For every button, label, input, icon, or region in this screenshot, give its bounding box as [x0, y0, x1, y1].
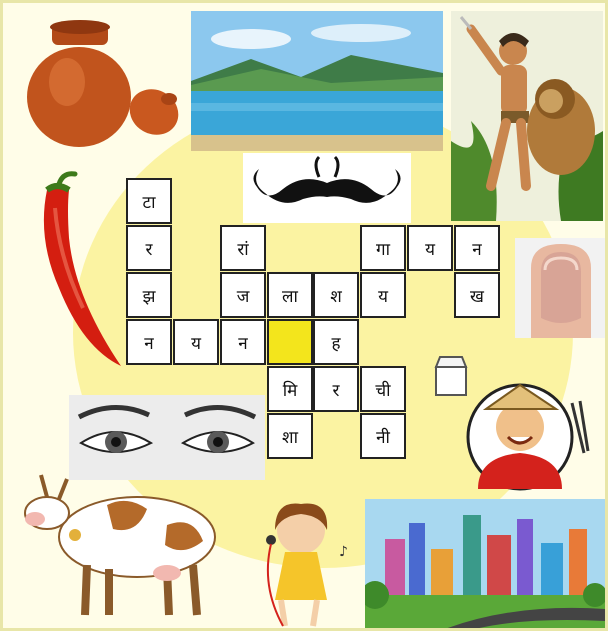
- grid-cell-r5c5[interactable]: र: [313, 366, 359, 412]
- grid-cell-r2c1[interactable]: र: [126, 225, 172, 271]
- grid-cell-r4c3[interactable]: न: [220, 319, 266, 365]
- city-icon: [365, 499, 605, 629]
- chili-icon: [23, 168, 128, 373]
- grid-cell-r3c5[interactable]: श: [313, 272, 359, 318]
- noodle-man-icon: [428, 353, 596, 493]
- grid-cell-r3c1[interactable]: झ: [126, 272, 172, 318]
- svg-text:♪: ♪: [339, 544, 348, 560]
- singing-girl-icon: [247, 496, 359, 631]
- cow-icon: [17, 465, 227, 625]
- grid-cell-r5c6[interactable]: ची: [360, 366, 406, 412]
- grid-cell-r4c2[interactable]: य: [173, 319, 219, 365]
- thumbnail-icon: [515, 238, 607, 338]
- grid-cell-r3c4[interactable]: ला: [267, 272, 313, 318]
- grid-cell-r1c1[interactable]: टा: [126, 178, 172, 224]
- grid-cell-r4c1[interactable]: न: [126, 319, 172, 365]
- grid-cell-r2c6[interactable]: गा: [360, 225, 406, 271]
- grid-cell-r3c6[interactable]: य: [360, 272, 406, 318]
- tarzan-icon: [451, 11, 603, 221]
- grid-cell-r6c4[interactable]: शा: [267, 413, 313, 459]
- grid-cell-r3c8[interactable]: ख: [454, 272, 500, 318]
- grid-cell-r2c7[interactable]: य: [407, 225, 453, 271]
- grid-cell-r4c5[interactable]: ह: [313, 319, 359, 365]
- lake-icon: [191, 11, 443, 151]
- clay-pot-icon: [19, 17, 184, 152]
- grid-cell-r2c8[interactable]: न: [454, 225, 500, 271]
- grid-cell-r5c4[interactable]: मि: [267, 366, 313, 412]
- grid-cell-r4c4-blank[interactable]: [267, 319, 313, 365]
- moustache-icon: [243, 153, 411, 223]
- grid-cell-r6c6[interactable]: नी: [360, 413, 406, 459]
- grid-cell-r3c3[interactable]: ज: [220, 272, 266, 318]
- grid-cell-r2c3[interactable]: रां: [220, 225, 266, 271]
